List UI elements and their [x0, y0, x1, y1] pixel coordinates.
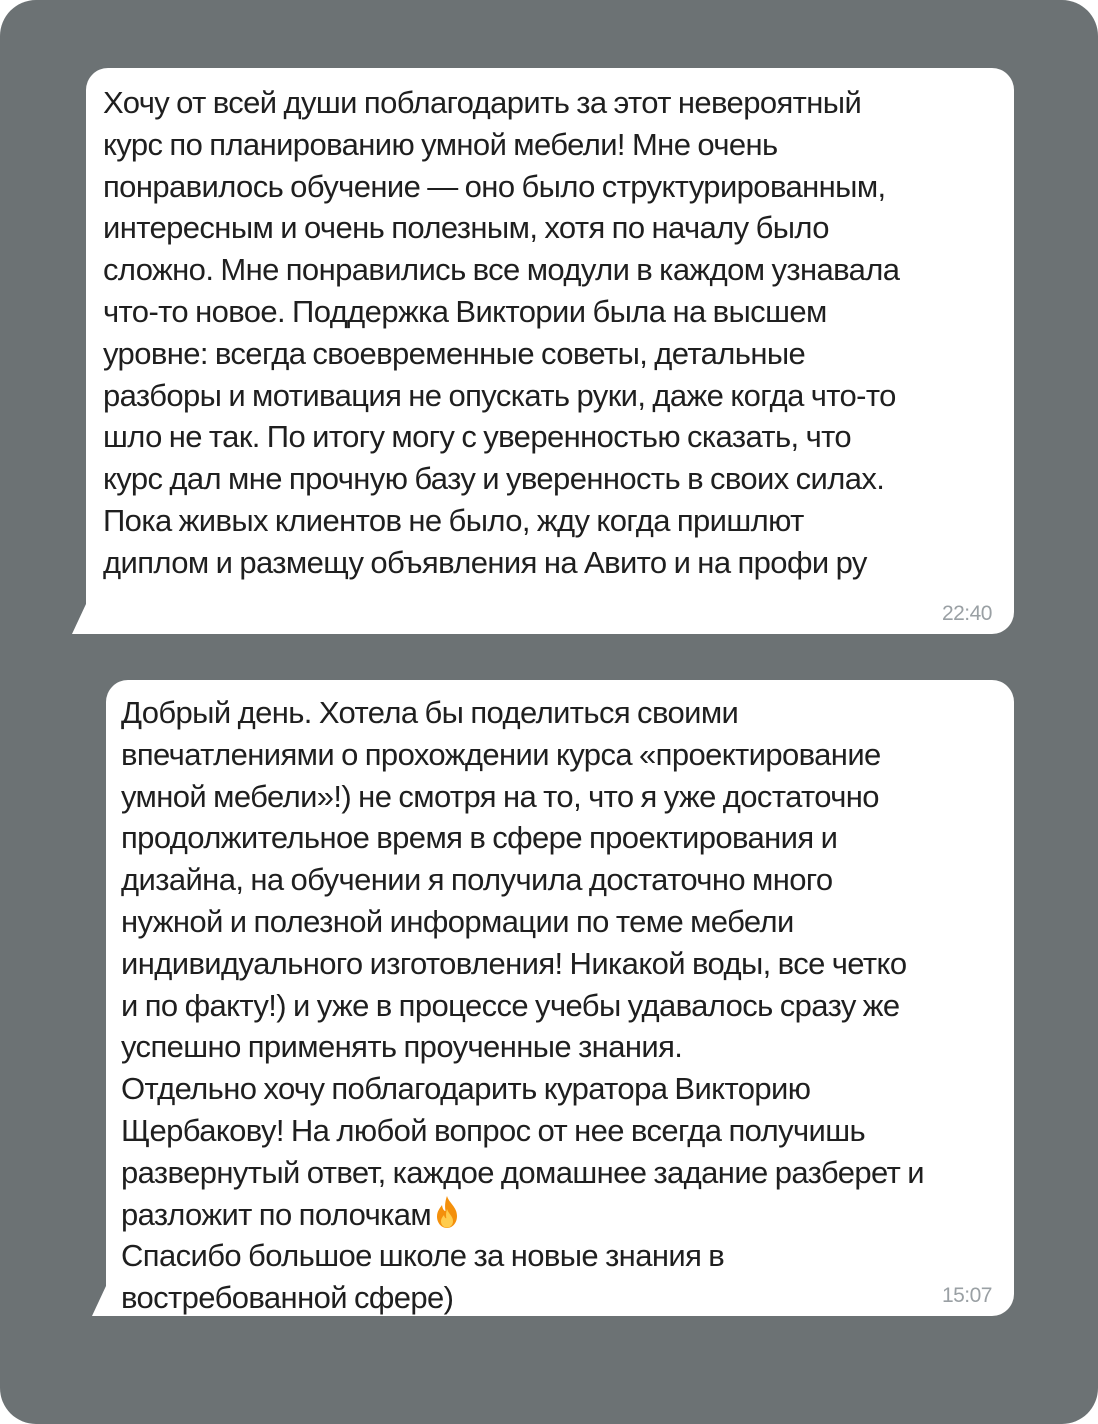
message-text-part: Добрый день. Хотела бы поделиться своими впечатлениями о прохождении курса «проектирование умной мебели»!) не смотря на то, что я уже достаточно продолжительное время в сфере проектирования и дизайна, на обучении я получила достаточно много нужной и полезной информации по теме мебели индивидуального изготовления! Никакой воды, все четко и по факту!) и уже в процессе учебы удавалось сразу же успешно применять проученные знания. Отдельно хочу поблагодарить куратора Викторию Щербакову! На любой вопрос от нее всегда получишь развернутый ответ, каждое домашнее задание разберет и разложит по полочкам [121, 695, 924, 1232]
bubble-tail [72, 604, 86, 634]
message-time: 15:07 [941, 1284, 992, 1307]
message-text [121, 692, 994, 1319]
message-text: Хочу от всей души поблагодарить за этот невероятный курс по планированию умной мебели! Мне очень понравилось обучение — оно было структурированным, интересным и очень полезным, хотя по началу было сложно. Мне понравились все модули в каждом узнавала что-то новое. Поддержка Виктории была на высшем уровне: всегда своевременные советы, детальные разборы и мотивация не опускать руки, даже когда что-то шло не так. По итогу могу с уверенностью сказать, что курс дал мне прочную базу и уверенность в своих силах. Пока живых клиентов не было, жду когда пришлют диплом и размещу объявления на Авито и на профи ру [103, 85, 900, 580]
message-bubble[interactable] [86, 68, 1014, 634]
message-text-part: Спасибо большое школе за новые знания в востребованной сфере) [121, 1238, 725, 1316]
bubble-tail [92, 1286, 106, 1316]
fire-emoji-icon [433, 1195, 461, 1229]
message-time: 22:40 [941, 602, 992, 625]
message-bubble[interactable] [106, 680, 1014, 1316]
